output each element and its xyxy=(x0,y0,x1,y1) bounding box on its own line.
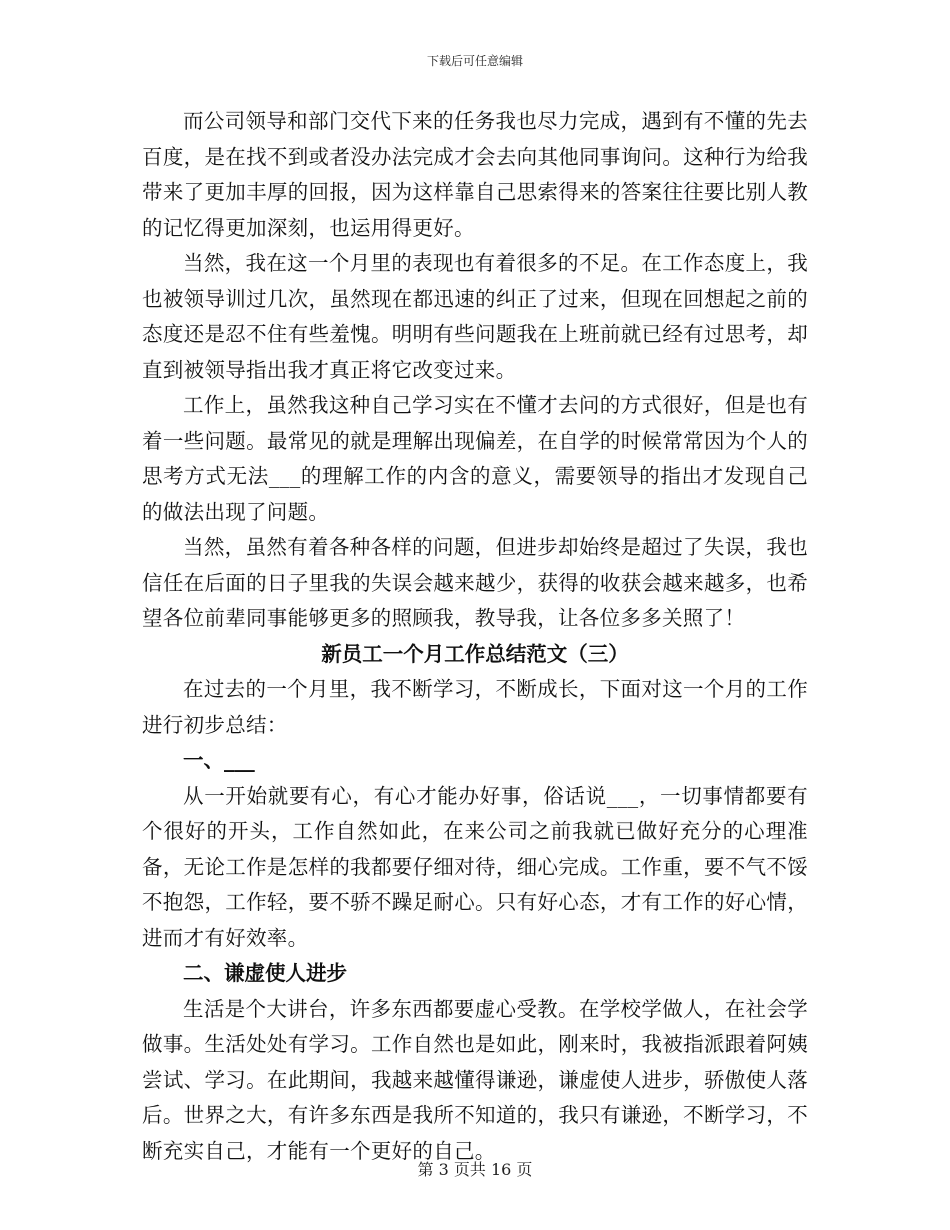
section-title: 新员工一个月工作总结范文（三） xyxy=(321,641,629,666)
paragraph-7: 生活是个大讲台，许多东西都要虚心受教。在学校学做人，在社会学做事。生活处处有学习。工作自然也是如此，刚来时，我被指派跟着阿姨尝试、学习。在此期间，我越来越懂得谦逊，谦虚使人进步，骄傲使人落后。世界之大，有许多东西是我所不知道的，我只有谦逊，不断学习，不断充实自己，才能有一个更好的自己。 xyxy=(142,996,808,1163)
heading-1: 一、___ xyxy=(183,748,255,772)
document-body xyxy=(142,104,808,1169)
paragraph-4: 当然，虽然有着各种各样的问题，但进步却始终是超过了失误，我也信任在后面的日子里我的失误会越来越少，获得的收获会越来越多，也希望各位前辈同事能够更多的照顾我，教导我，让各位多多关照了！ xyxy=(142,535,808,630)
heading-2: 二、谦虚使人进步 xyxy=(183,961,347,985)
paragraph-5: 在过去的一个月里，我不断学习，不断成长，下面对这一个月的工作进行初步总结： xyxy=(142,677,808,737)
paragraph-6: 从一开始就要有心，有心才能办好事，俗话说___，一切事情都要有个很好的开头，工作自然如此，在来公司之前我就已做好充分的心理准备，无论工作是怎样的我都要仔细对待，细心完成。工作重，要不气不馁不抱怨，工作轻，要不骄不躁足耐心。只有好心态，才有工作的好心情，进而才有好效率。 xyxy=(142,783,808,950)
paragraph-1: 而公司领导和部门交代下来的任务我也尽力完成，遇到有不懂的先去百度，是在找不到或者没办法完成才会去向其他同事询问。这种行为给我带来了更加丰厚的回报，因为这样靠自己思索得来的答案往往要比别人教的记忆得更加深刻，也运用得更好。 xyxy=(142,109,808,240)
paragraph-2: 当然，我在这一个月里的表现也有着很多的不足。在工作态度上，我也被领导训过几次，虽然现在都迅速的纠正了过来，但现在回想起之前的态度还是忍不住有些羞愧。明明有些问题我在上班前就已经有过思考，却直到被领导指出我才真正将它改变过来。 xyxy=(142,251,808,382)
paragraph-3: 工作上，虽然我这种自己学习实在不懂才去问的方式很好，但是也有着一些问题。最常见的就是理解出现偏差，在自学的时候常常因为个人的思考方式无法___的理解工作的内含的意义，需要领导的指出才发现自己的做法出现了问题。 xyxy=(142,393,808,524)
header-note: 下载后可任意编辑 xyxy=(426,54,523,68)
page-number: 第 3 页共 16 页 xyxy=(417,1160,533,1179)
